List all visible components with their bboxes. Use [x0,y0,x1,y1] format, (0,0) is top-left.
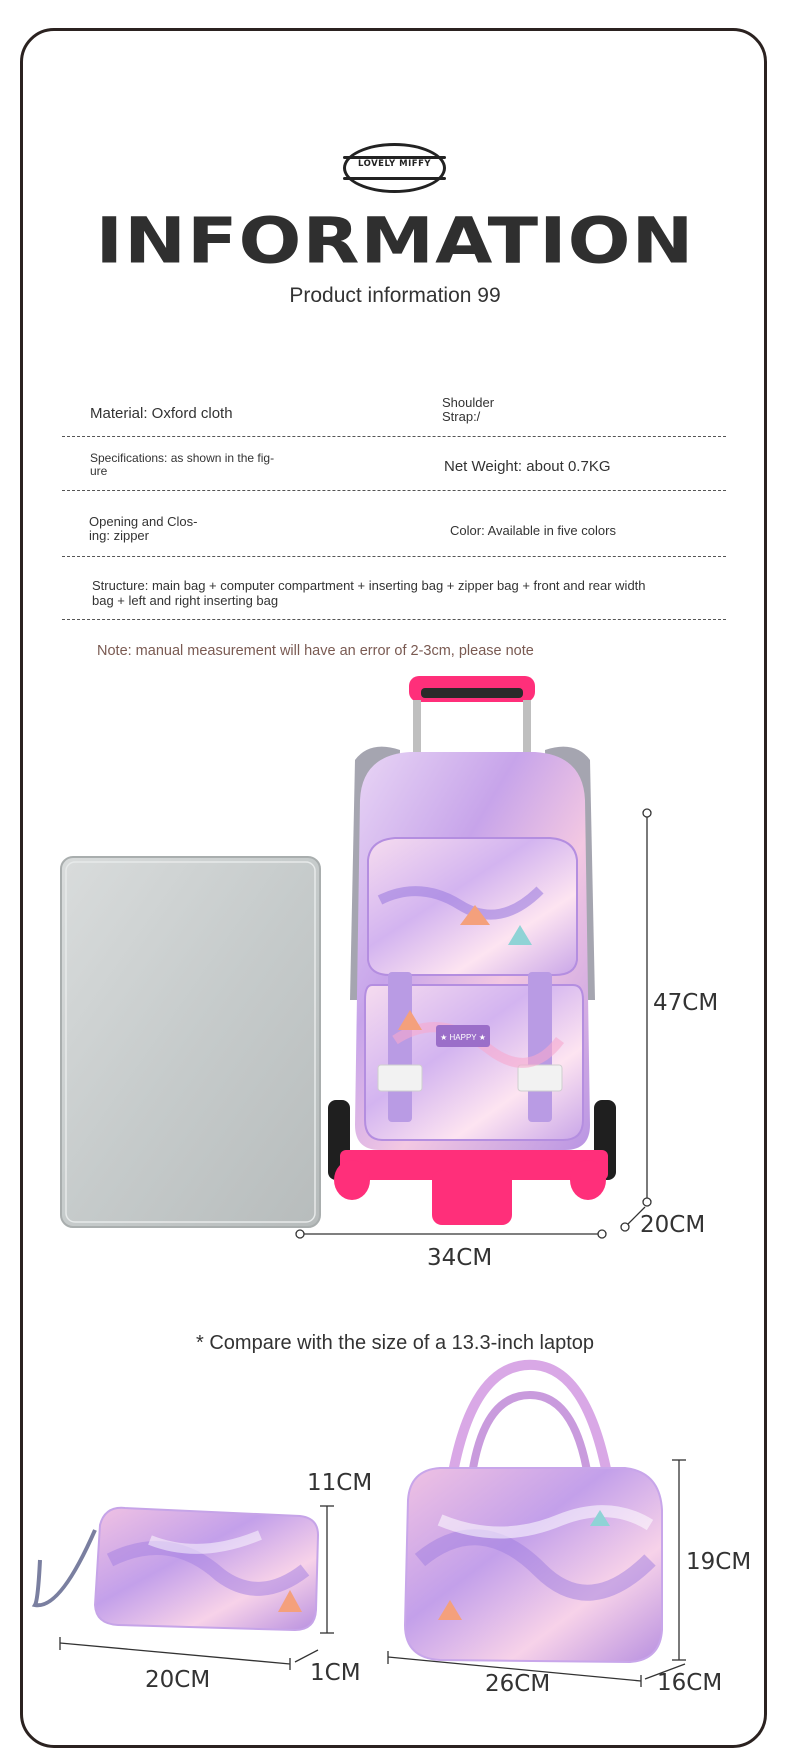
spec-color: Color: Available in five colors [450,523,616,538]
measurement-note: Note: manual measurement will have an error of 2-3cm, please note [97,643,534,659]
pencil-case-height-label: 11CM [307,1470,373,1496]
spec-specifications-line1: Specifications: as shown in the fig- [90,451,275,465]
lunch-bag-depth-label: 16CM [657,1670,723,1696]
page-title: INFORMATION [95,204,695,278]
spec-specifications-line2: ure [90,464,108,478]
lunch-bag-width-label: 26CM [485,1671,551,1697]
spec-structure-line2: bag + left and right inserting bag [92,593,279,608]
lunch-bag-height-label: 19CM [686,1549,752,1575]
spec-shoulder-strap-line1: Shoulder [442,395,495,410]
pencil-case-image [35,1508,318,1630]
pencil-case-depth-label: 1CM [310,1660,361,1686]
pencil-case-width-label: 20CM [145,1667,211,1693]
laptop-compare-caption: * Compare with the size of a 13.3-inch laptop [196,1332,594,1354]
spec-opening-line1: Opening and Clos- [89,514,198,529]
lunch-bag-image [405,1365,662,1662]
brand-logo-text: LOVELY MIFFY [357,159,432,169]
spec-net-weight: Net Weight: about 0.7KG [444,458,611,475]
page-subtitle: Product information 99 [289,284,501,307]
spec-shoulder-strap-line2: Strap:/ [442,409,481,424]
backpack-image [328,676,616,1225]
backpack-height-label: 47CM [653,990,719,1016]
spec-structure-line1: Structure: main bag + computer compartment + inserting bag + zipper bag + front and rear width [92,578,646,593]
backpack-badge-text: ★ HAPPY ★ [440,1033,486,1042]
laptop-image [61,857,320,1227]
spec-material: Material: Oxford cloth [90,405,233,422]
spec-opening-line2: ing: zipper [89,528,149,543]
backpack-depth-label: 20CM [640,1212,706,1238]
backpack-width-label: 34CM [427,1245,493,1271]
